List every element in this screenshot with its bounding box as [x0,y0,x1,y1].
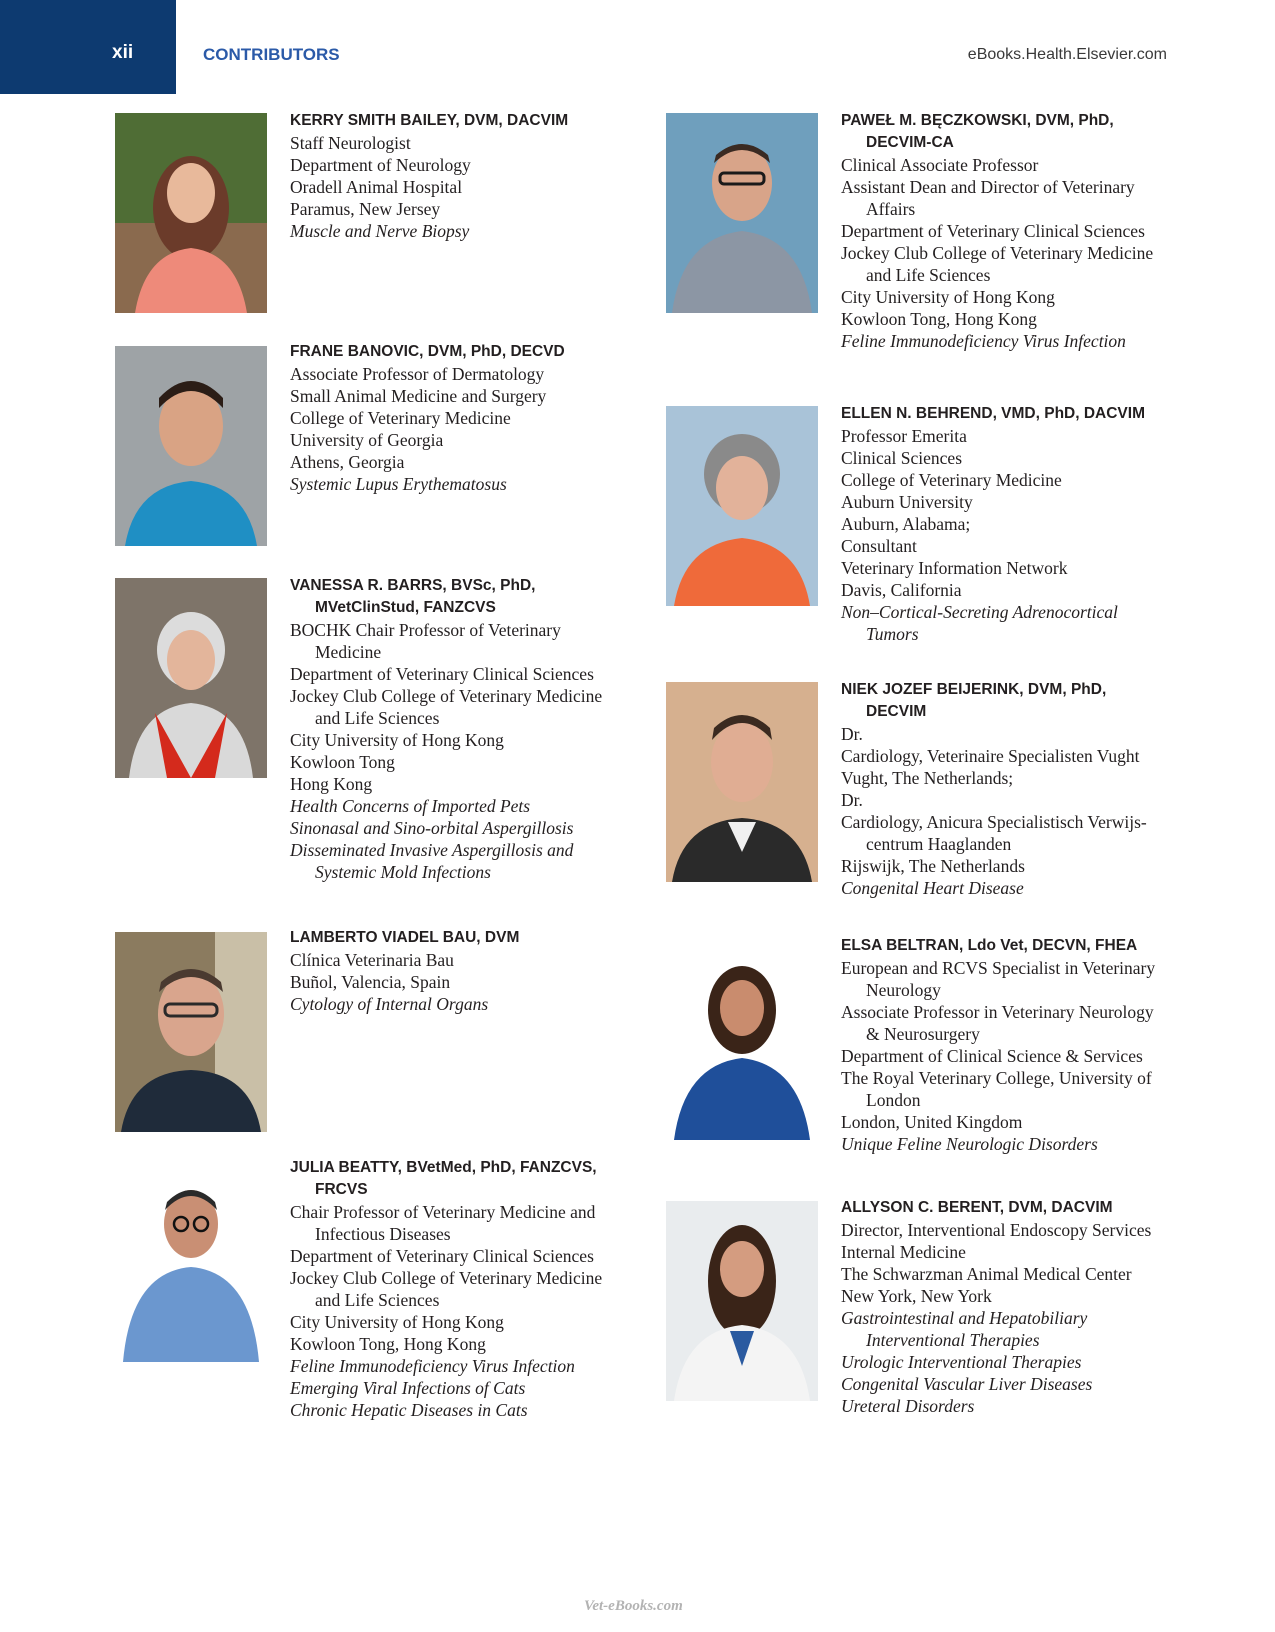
affiliation-line: Internal Medicine [841,1242,966,1262]
contributor-entry [841,403,1161,645]
chapter-title: Cytology of Internal Organs [290,994,489,1014]
affiliation-line: Kowloon Tong, Hong Kong [841,309,1037,329]
affiliation-line: New York, New York [841,1286,992,1306]
affiliation-line: Davis, California [841,580,962,600]
contributor-entry [841,110,1161,352]
affiliation-line: Dr. [841,724,863,744]
contributor-entry [290,1157,610,1421]
contributor-photo [115,346,267,546]
affiliation-line: Clinical Sciences [841,448,963,468]
contributor-name: ALLYSON C. BERENT, DVM, DACVIM [841,1199,1113,1216]
affiliation-line: Jockey Club College of Veterinary Medicine and Life Sciences [290,686,603,728]
chapter-title: Ureteral Disorders [841,1396,975,1416]
affiliation-line: Cardiology, Veterinaire Specialisten Vught [841,746,1140,766]
contributor-entry [290,110,610,242]
affiliation-line: Veterinary Information Network [841,558,1068,578]
page-number: xii [112,42,134,63]
contributor-entry [290,575,610,883]
contributor-name: VANESSA R. BARRS, BVSc, PhD, MVetClinStud, FANZCVS [290,577,536,616]
chapter-title: Muscle and Nerve Biopsy [290,221,470,241]
contributor-entry [290,341,610,495]
contributor-entry [841,935,1161,1155]
affiliation-line: Auburn University [841,492,973,512]
chapter-title: Non–Cortical-Secreting Adrenocortical Tumors [841,602,1118,644]
affiliation-line: Staff Neurologist [290,133,411,153]
contributor-name: JULIA BEATTY, BVetMed, PhD, FANZCVS, FRCVS [290,1159,597,1198]
contributor-photo [666,682,818,882]
affiliation-line: Oradell Animal Hospital [290,177,463,197]
affiliation-line: Associate Professor in Veterinary Neurology & Neurosurgery [841,1002,1154,1044]
affiliation-line: Clínica Veterinaria Bau [290,950,454,970]
chapter-title: Systemic Lupus Erythematosus [290,474,507,494]
chapter-title: Chronic Hepatic Diseases in Cats [290,1400,528,1420]
affiliation-line: Kowloon Tong, Hong Kong [290,1334,486,1354]
affiliation-line: City University of Hong Kong [290,730,504,750]
contributor-photo [115,578,267,778]
contributor-entry [841,1197,1161,1417]
affiliation-line: Chair Professor of Veterinary Medicine and Infectious Diseases [290,1202,596,1244]
affiliation-line: Athens, Georgia [290,452,405,472]
affiliation-line: College of Veterinary Medicine [841,470,1062,490]
chapter-title: Feline Immunodeficiency Virus Infection [841,331,1126,351]
affiliation-line: Department of Veterinary Clinical Sciences [290,1246,594,1266]
affiliation-line: BOCHK Chair Professor of Veterinary Medicine [290,620,561,662]
affiliation-line: Rijswijk, The Netherlands [841,856,1025,876]
affiliation-line: Department of Clinical Science & Services [841,1046,1143,1066]
contributor-photo [666,113,818,313]
affiliation-line: Hong Kong [290,774,373,794]
contributor-name: NIEK JOZEF BEIJERINK, DVM, PhD, DECVIM [841,681,1107,720]
section-title: CONTRIBUTORS [203,45,340,64]
contributor-photo [115,932,267,1132]
affiliation-line: Kowloon Tong [290,752,395,772]
chapter-title: Gastrointestinal and Hepatobiliary Interventional Therapies [841,1308,1088,1350]
affiliation-line: Clinical Associate Professor [841,155,1039,175]
affiliation-line: Cardiology, Anicura Specialistisch Verwijs-centrum Haaglanden [841,812,1147,854]
affiliation-line: Jockey Club College of Veterinary Medicine and Life Sciences [841,243,1154,285]
affiliation-line: Associate Professor of Dermatology [290,364,545,384]
affiliation-line: Department of Neurology [290,155,471,175]
affiliation-line: Dr. [841,790,863,810]
affiliation-line: London, United Kingdom [841,1112,1023,1132]
chapter-title: Disseminated Invasive Aspergillosis and Systemic Mold Infections [290,840,574,882]
contributor-name: PAWEŁ M. BĘCZKOWSKI, DVM, PhD, DECVIM-CA [841,112,1114,151]
chapter-title: Health Concerns of Imported Pets [290,796,531,816]
affiliation-line: The Schwarzman Animal Medical Center [841,1264,1132,1284]
chapter-title: Congenital Vascular Liver Diseases [841,1374,1093,1394]
affiliation-line: Director, Interventional Endoscopy Services [841,1220,1152,1240]
contributor-name: LAMBERTO VIADEL BAU, DVM [290,929,520,946]
affiliation-line: The Royal Veterinary College, University of London [841,1068,1152,1110]
affiliation-line: Department of Veterinary Clinical Sciences [290,664,594,684]
affiliation-line: Buñol, Valencia, Spain [290,972,451,992]
chapter-title: Congenital Heart Disease [841,878,1024,898]
chapter-title: Urologic Interventional Therapies [841,1352,1082,1372]
affiliation-line: College of Veterinary Medicine [290,408,511,428]
affiliation-line: Consultant [841,536,917,556]
affiliation-line: Jockey Club College of Veterinary Medicine and Life Sciences [290,1268,603,1310]
contributor-name: ELSA BELTRAN, Ldo Vet, DECVN, FHEA [841,937,1138,954]
affiliation-line: Department of Veterinary Clinical Sciences [841,221,1145,241]
chapter-title: Sinonasal and Sino-orbital Aspergillosis [290,818,574,838]
contributor-name: ELLEN N. BEHREND, VMD, PhD, DACVIM [841,405,1145,422]
contributor-photo [666,1201,818,1401]
affiliation-line: Professor Emerita [841,426,967,446]
watermark-logo: Vet-eBooks.com [584,1598,683,1614]
affiliation-line: City University of Hong Kong [290,1312,504,1332]
chapter-title: Feline Immunodeficiency Virus Infection [290,1356,575,1376]
affiliation-line: Paramus, New Jersey [290,199,441,219]
contributor-photo [666,940,818,1140]
affiliation-line: Small Animal Medicine and Surgery [290,386,547,406]
page-number-tab [0,0,176,94]
contributor-photo [666,406,818,606]
affiliation-line: City University of Hong Kong [841,287,1055,307]
affiliation-line: Assistant Dean and Director of Veterinary Affairs [841,177,1135,219]
contributor-photo [115,113,267,313]
affiliation-line: European and RCVS Specialist in Veterinary Neurology [841,958,1156,1000]
contributor-entry [841,679,1161,899]
affiliation-line: Auburn, Alabama; [841,514,971,534]
chapter-title: Unique Feline Neurologic Disorders [841,1134,1098,1154]
site-url: eBooks.Health.Elsevier.com [967,46,1167,63]
affiliation-line: Vught, The Netherlands; [841,768,1014,788]
contributor-name: KERRY SMITH BAILEY, DVM, DACVIM [290,112,569,129]
contributor-photo [115,1162,267,1362]
affiliation-line: University of Georgia [290,430,444,450]
chapter-title: Emerging Viral Infections of Cats [290,1378,526,1398]
contributor-name: FRANE BANOVIC, DVM, PhD, DECVD [290,343,565,360]
contributor-entry [290,927,610,1015]
